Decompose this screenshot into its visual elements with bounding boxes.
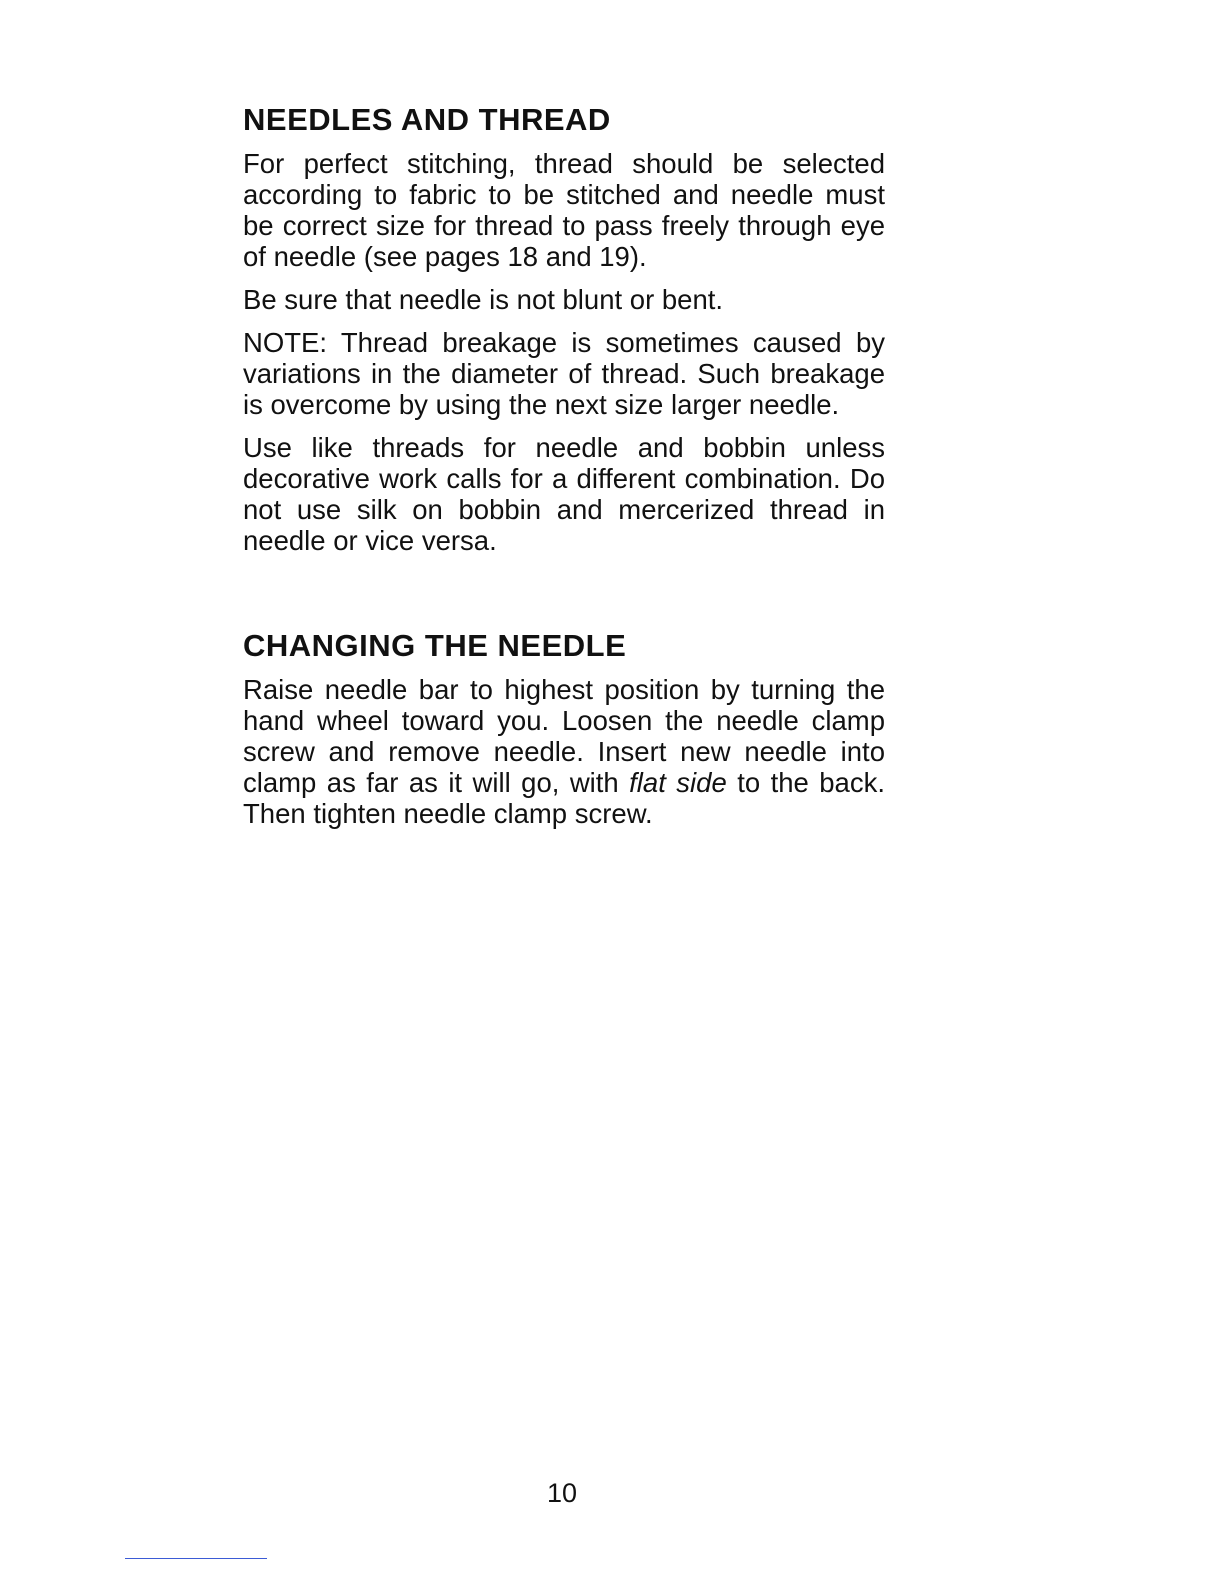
section-spacer bbox=[243, 568, 885, 626]
paragraph-thread-selection: For perfect stitching, thread should be selected according to fabric to be stitched and needle must be correct size for thread to pass freely through eye of needle (see pages 18 and 19). bbox=[243, 148, 885, 272]
footer-rule-line bbox=[125, 1558, 267, 1559]
content-column bbox=[243, 100, 885, 841]
page-number: 10 bbox=[546, 1478, 578, 1508]
paragraph-needle-condition: Be sure that needle is not blunt or bent. bbox=[243, 284, 724, 315]
section-heading-changing-the-needle: CHANGING THE NEEDLE bbox=[243, 628, 627, 663]
instructions-text-part-1: Raise needle bar to highest position by turning the hand wheel toward you. Loosen the needle clamp screw and remove needle. Insert new needle into clamp as far as it will go, with bbox=[243, 674, 885, 798]
paragraph-note-thread-breakage: NOTE: Thread breakage is sometimes caused by variations in the diameter of thread. Such breakage is overcome by using the next size larger needle. bbox=[243, 327, 885, 420]
instructions-italic-flat-side: flat side bbox=[629, 767, 727, 798]
section-heading-needles-and-thread: NEEDLES AND THREAD bbox=[243, 102, 611, 137]
paragraph-like-threads: Use like threads for needle and bobbin unless decorative work calls for a different combination. Do not use silk on bobbin and mercerized thread in needle or vice versa. bbox=[243, 432, 885, 556]
instructions-text-part-2: to the back. Then tighten needle clamp screw. bbox=[243, 767, 885, 829]
paragraph-changing-needle-instructions bbox=[243, 674, 885, 829]
